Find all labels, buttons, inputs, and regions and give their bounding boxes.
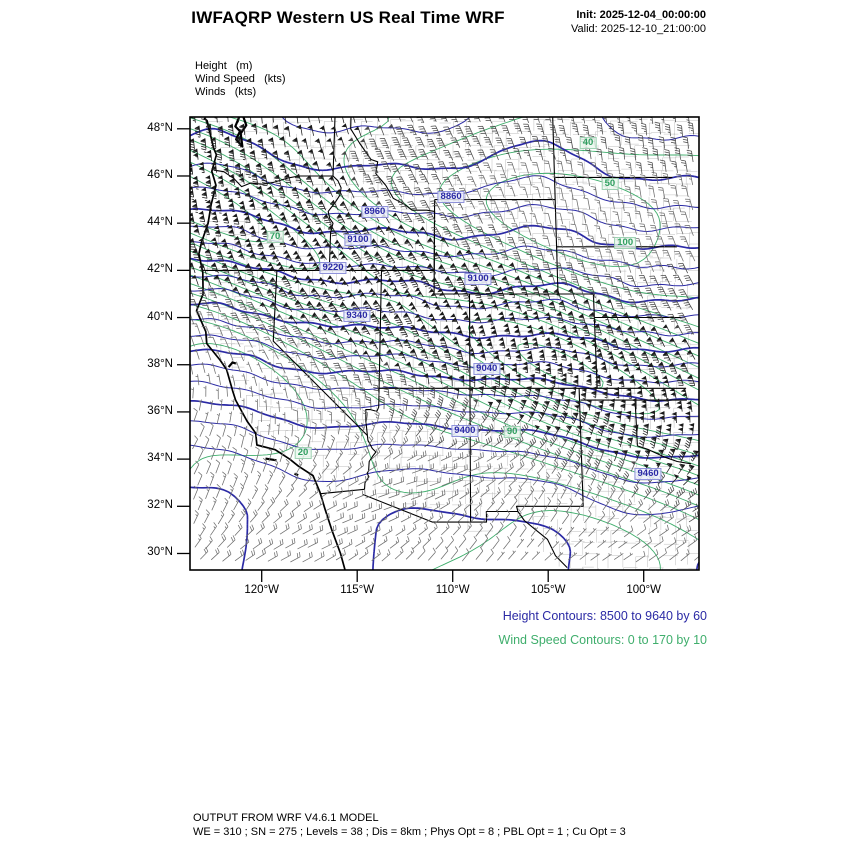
lon-axis-label: 105°W (530, 584, 566, 596)
height-contour-label: 8860 (438, 191, 465, 203)
field-legend (195, 60, 285, 99)
init-time: Init: 2025-12-04_00:00:00 (576, 9, 706, 21)
wind-speed-contour-label: 20 (295, 447, 312, 459)
lat-axis-label: 40°N (147, 310, 173, 323)
height-contour-label: 9100 (465, 273, 492, 285)
height-contour-label: 9100 (344, 234, 371, 246)
wind-speed-contour-label: 50 (602, 178, 619, 190)
wind-speed-contour-label: 70 (267, 231, 284, 243)
height-contour-note: Height Contours: 8500 to 9640 by 60 (502, 609, 707, 623)
model-footer (193, 811, 626, 839)
lat-axis-label: 46°N (147, 168, 173, 181)
init-valid-block (571, 8, 706, 36)
footer-config: WE = 310 ; SN = 275 ; Levels = 38 ; Dis = 8km ; Phys Opt = 8 ; PBL Opt = 1 ; Cu Opt = 3 (193, 826, 626, 838)
weather-map (150, 110, 730, 610)
lat-axis-label: 34°N (147, 452, 173, 465)
legend-wind-speed: Wind Speed (kts) (195, 73, 286, 85)
height-contour-label: 9460 (635, 468, 662, 480)
legend-height: Height (m) (195, 60, 253, 72)
lat-axis-label: 42°N (147, 263, 173, 276)
height-contour-label: 9400 (451, 425, 478, 437)
plot-title: IWFAQRP Western US Real Time WRF (191, 8, 505, 27)
lat-axis-label: 32°N (147, 499, 173, 512)
lon-axis-label: 115°W (340, 584, 375, 596)
lat-axis-label: 30°N (147, 546, 173, 559)
lat-axis-label: 44°N (147, 216, 173, 229)
height-contour-label: 9220 (319, 262, 346, 274)
height-contour-label: 9340 (343, 310, 370, 322)
lat-axis-label: 48°N (147, 121, 173, 134)
wind-speed-contour-label: 90 (504, 426, 521, 438)
lon-axis-label: 110°W (435, 584, 470, 596)
valid-time: Valid: 2025-12-10_21:00:00 (571, 23, 706, 35)
wind-speed-contour-label: 100 (614, 237, 636, 249)
height-contour-label: 8960 (361, 206, 388, 218)
legend-winds: Winds (kts) (195, 86, 257, 98)
wind-speed-contour-label: 40 (580, 137, 597, 149)
lat-axis-label: 38°N (147, 357, 173, 370)
footer-model: OUTPUT FROM WRF V4.6.1 MODEL (193, 812, 379, 824)
lat-axis-label: 36°N (147, 404, 173, 417)
wind-contour-note: Wind Speed Contours: 0 to 170 by 10 (498, 633, 707, 647)
height-contour-label: 9040 (473, 363, 500, 375)
lon-axis-label: 100°W (626, 584, 661, 596)
lon-axis-label: 120°W (244, 584, 279, 596)
